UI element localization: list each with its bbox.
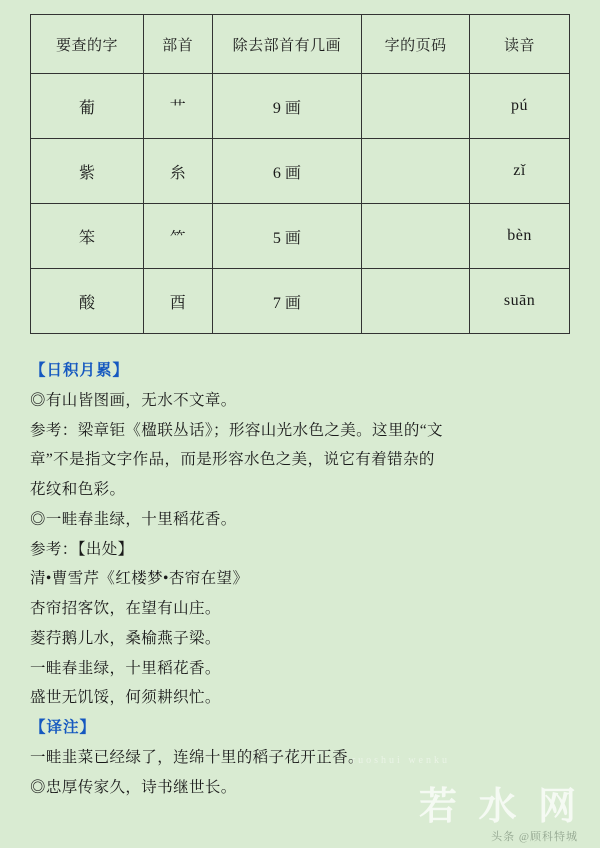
table-row xyxy=(31,139,570,204)
cell-char: 笨 xyxy=(31,204,144,269)
body-line: 盛世无饥馁，何须耕织忙。 xyxy=(30,689,221,707)
section-title-note: 【译注】 xyxy=(30,719,97,736)
header-cell-page: 字的页码 xyxy=(362,15,470,74)
watermark-logo: 若 水 网 xyxy=(418,786,582,828)
cell-radical: 艹 xyxy=(144,74,212,139)
cell-page xyxy=(362,204,470,269)
body-line: ◎有山皆图画，无水不文章。 xyxy=(30,391,237,409)
cell-page xyxy=(362,139,470,204)
cell-char: 葡 xyxy=(31,74,144,139)
cell-pinyin: suān xyxy=(470,269,570,334)
watermark-author: 头条 @顾科特城 xyxy=(491,831,578,843)
cell-radical: 酉 xyxy=(144,269,212,334)
header-cell-char: 要查的字 xyxy=(31,15,144,74)
body-line: 清•曹雪芹《红楼梦•杏帘在望》 xyxy=(30,570,249,588)
header-cell-strokes: 除去部首有几画 xyxy=(212,15,362,74)
cell-pinyin: bèn xyxy=(470,204,570,269)
cell-pinyin: zǐ xyxy=(470,139,570,204)
body-line: ◎忠厚传家久，诗书继世长。 xyxy=(30,778,237,796)
body-line: 章”不是指文字作品，而是形容水色之美，说它有着错杂的 xyxy=(30,451,435,469)
body-line: 参考：【出处】 xyxy=(30,540,134,558)
table-body xyxy=(31,74,570,334)
section-title-accumulate: 【日积月累】 xyxy=(30,362,130,379)
cell-strokes: 6 画 xyxy=(212,139,362,204)
table-header xyxy=(31,15,570,74)
body-line: 参考：梁章钜《楹联丛话》；形容山光水色之美。这里的“文 xyxy=(30,421,443,439)
body-line: 杏帘招客饮，在望有山庄。 xyxy=(30,600,221,617)
body-line: 一畦春韭绿，十里稻花香。 xyxy=(30,659,221,677)
body-content xyxy=(30,356,570,802)
header-cell-radical: 部首 xyxy=(144,15,212,74)
cell-radical: 糸 xyxy=(144,139,212,204)
watermark-faint: ruoshui wenku xyxy=(351,755,450,766)
table-row xyxy=(31,269,570,334)
body-line: 一畦韭菜已经绿了，连绵十里的稻子花开正香。 xyxy=(30,748,364,766)
table-row xyxy=(31,204,570,269)
table-row xyxy=(31,74,570,139)
cell-strokes: 5 画 xyxy=(212,204,362,269)
body-line: ◎一畦春韭绿，十里稻花香。 xyxy=(30,510,237,528)
dictionary-lookup-table xyxy=(30,14,570,334)
cell-radical: ⺮ xyxy=(144,204,212,269)
cell-page xyxy=(362,269,470,334)
table-header-row xyxy=(31,15,570,74)
cell-char: 酸 xyxy=(31,269,144,334)
cell-char: 紫 xyxy=(31,139,144,204)
body-line: 菱荇鹅儿水，桑榆燕子梁。 xyxy=(30,629,221,647)
header-cell-pinyin: 读音 xyxy=(470,15,570,74)
cell-pinyin: pú xyxy=(470,74,570,139)
cell-page xyxy=(362,74,470,139)
cell-strokes: 9 画 xyxy=(212,74,362,139)
body-line: 花纹和色彩。 xyxy=(30,481,126,498)
cell-strokes: 7 画 xyxy=(212,269,362,334)
